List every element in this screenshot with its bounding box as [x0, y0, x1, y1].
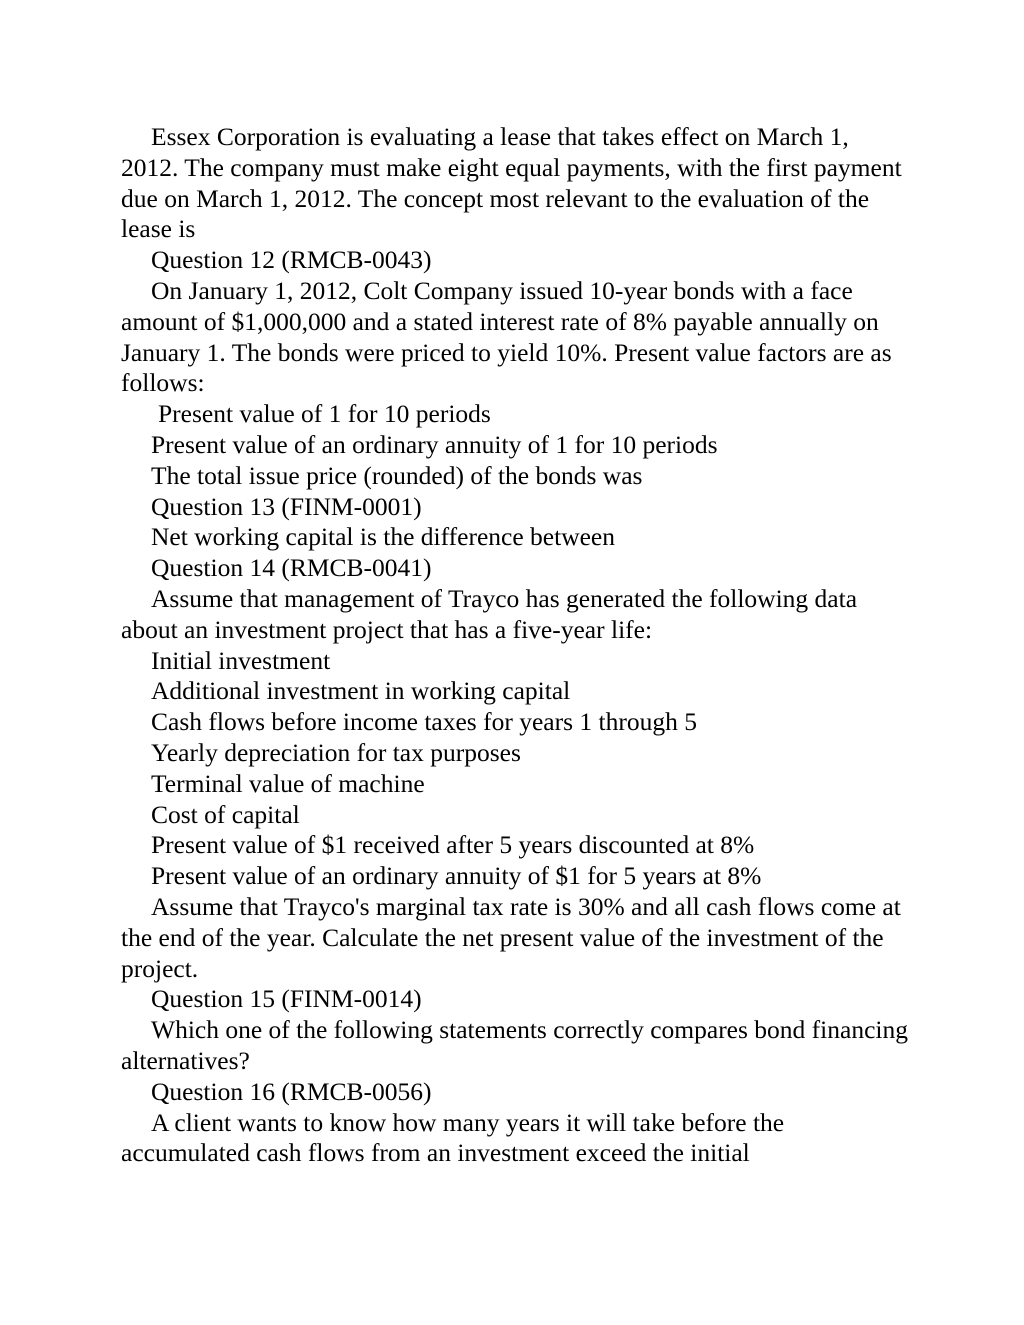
line-working-capital: Additional investment in working capital	[151, 676, 571, 706]
line-initial-investment: Initial investment	[151, 645, 331, 675]
paragraph-colt-bonds: On January 1, 2012, Colt Company issued 10-year bonds with a face amount of $1,000,000 and a stated interest rate of 8% payable annually on January 1. The bonds were priced to yield 10%. Present value factors are as follows:	[121, 275, 892, 398]
paragraph-essex-lease: Essex Corporation is evaluating a lease that takes effect on March 1, 2012. The company must make eight equal payments, with the first payment due on March 1, 2012. The concept most relevant to the evaluation of the lease is	[121, 122, 902, 244]
line-net-working-capital: Net working capital is the difference between	[151, 522, 616, 552]
line-pv-factor-10-periods: Present value of 1 for 10 periods	[158, 399, 491, 429]
line-pv-annuity-5-years: Present value of an ordinary annuity of $1 for 5 years at 8%	[151, 861, 762, 891]
paragraph-client-payback: A client wants to know how many years it will take before the accumulated cash flows from an investment exceed the initial	[121, 1107, 785, 1168]
paragraph-trayco-tax: Assume that Trayco's marginal tax rate is 30% and all cash flows come at the end of the year. Calculate the net present value of the investment of the project.	[121, 891, 901, 983]
paragraph-bond-financing: Which one of the following statements correctly compares bond financing alternatives?	[121, 1015, 908, 1075]
line-depreciation: Yearly depreciation for tax purposes	[151, 737, 521, 767]
question-13-heading: Question 13 (FINM-0001)	[151, 491, 422, 521]
document-page	[121, 122, 911, 1169]
line-pv-single-sum: Present value of $1 received after 5 years discounted at 8%	[151, 830, 755, 860]
paragraph-trayco-project: Assume that management of Trayco has generated the following data about an investment project that has a five-year life:	[121, 583, 858, 644]
question-12-heading: Question 12 (RMCB-0043)	[151, 245, 432, 275]
line-cost-of-capital: Cost of capital	[151, 799, 300, 829]
question-14-heading: Question 14 (RMCB-0041)	[151, 553, 432, 583]
line-total-issue-price: The total issue price (rounded) of the bonds was	[151, 460, 643, 490]
question-16-heading: Question 16 (RMCB-0056)	[151, 1076, 432, 1106]
question-15-heading: Question 15 (FINM-0014)	[151, 984, 422, 1014]
line-terminal-value: Terminal value of machine	[151, 768, 425, 798]
line-pv-annuity-10-periods: Present value of an ordinary annuity of 1 for 10 periods	[151, 429, 718, 459]
line-cash-flows: Cash flows before income taxes for years 1 through 5	[151, 707, 697, 737]
